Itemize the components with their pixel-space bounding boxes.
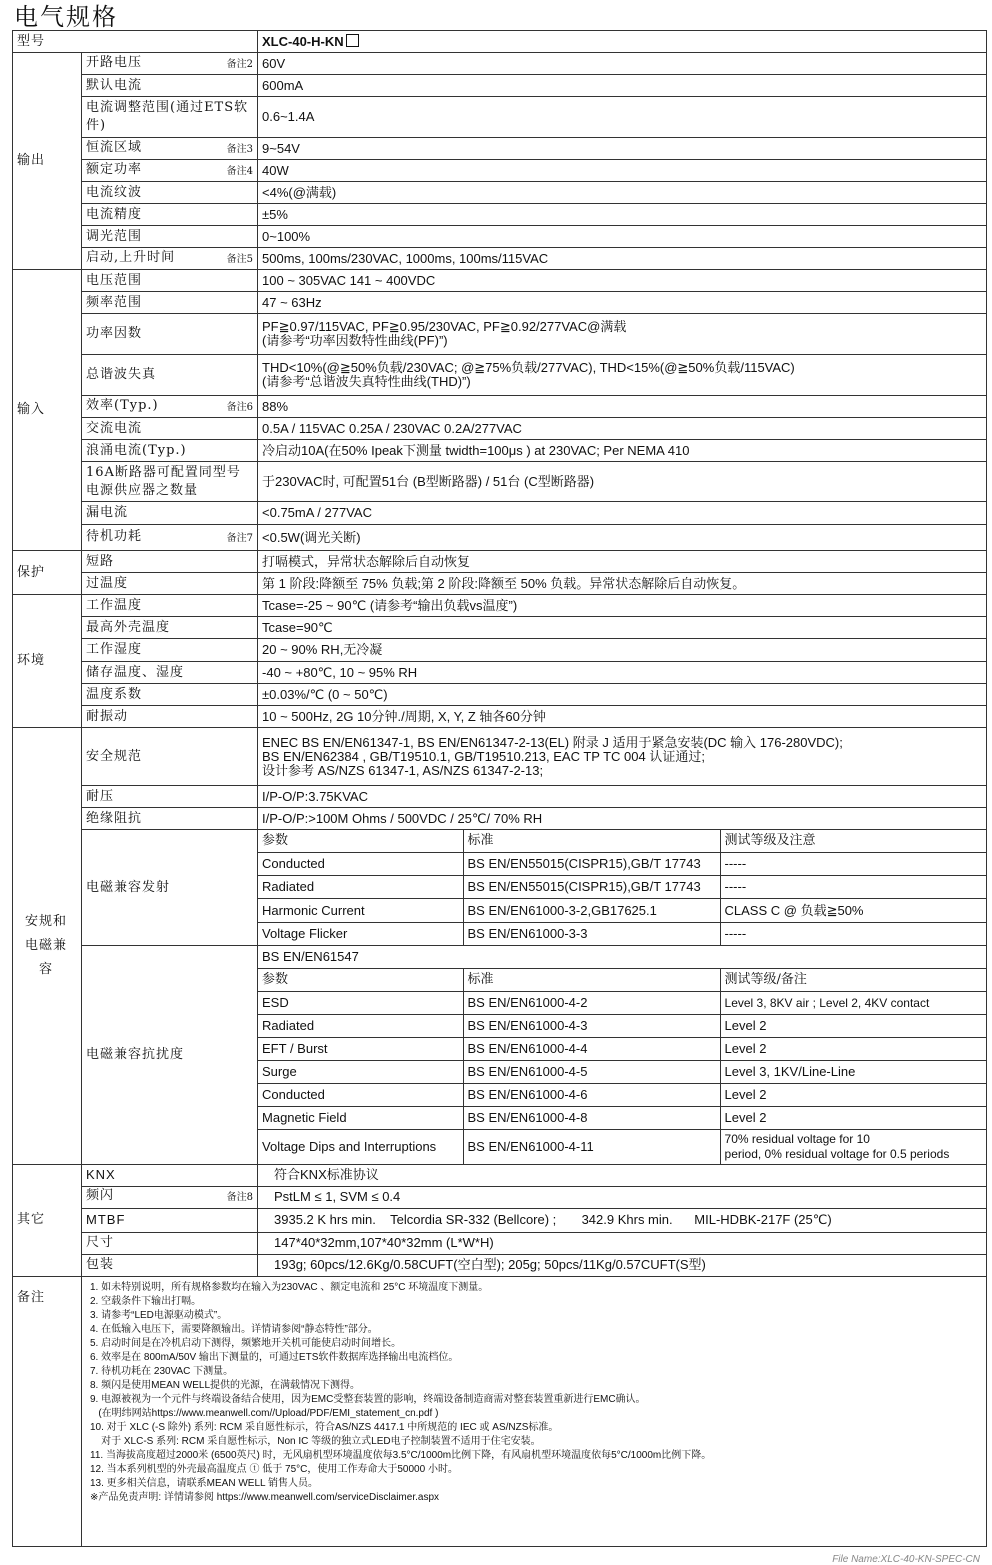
- output-label-4: 额定功率 备注4: [82, 160, 258, 182]
- section-safety-emc: [13, 728, 82, 1165]
- ems-table-cell: [258, 946, 987, 1165]
- spec-table: [12, 30, 987, 1547]
- ems-cell: Level 2: [720, 1107, 986, 1130]
- input-label-4: 效率(Typ.) 备注6: [82, 396, 258, 418]
- emi-cell: CLASS C @ 负载≧50%: [720, 899, 986, 923]
- output-value-3: 9~54V: [258, 138, 987, 160]
- input-label-8: 漏电流: [82, 502, 258, 525]
- input-value-2: PF≧0.97/115VAC, PF≧0.95/230VAC, PF≧0.92/277VAC@满载 (请参考“功率因数特性曲线(PF)”): [258, 314, 987, 355]
- note-line: ※产品免责声明: 详情请参阅 https://www.meanwell.com/serviceDisclaimer.aspx: [90, 1491, 440, 1503]
- section-notes: 备注: [13, 1276, 82, 1546]
- emi-header: 参数: [258, 830, 463, 853]
- others-value-0: 符合KNX标准协议: [258, 1164, 987, 1186]
- emi-cell: -----: [720, 923, 986, 946]
- output-value-6: ±5%: [258, 204, 987, 226]
- others-value-3: 147*40*32mm,107*40*32mm (L*W*H): [258, 1232, 987, 1254]
- note-line: 11. 当海拔高度超过2000米 (6500英尺) 时，无风扇机型环境温度依每3.5°C/1000m比例下降，有风扇机型环境温度依每5°C/1000m比例下降。: [90, 1449, 712, 1461]
- ems-header: 测试等级/备注: [720, 969, 986, 992]
- note-line: 7. 待机功耗在 230VAC 下测量。: [90, 1365, 234, 1377]
- input-label-2: 功率因数: [82, 314, 258, 355]
- others-label-1: 频闪 备注8: [82, 1186, 258, 1208]
- input-label-0: 电压范围: [82, 270, 258, 292]
- input-value-9: <0.5W(调光关断): [258, 525, 987, 551]
- emi-cell: Radiated: [258, 876, 463, 899]
- input-value-3: THD<10%(@≧50%负载/230VAC; @≧75%负载/277VAC), THD<15%(@≧50%负载/115VAC) (请参考“总谐波失真特性曲线(THD)”): [258, 355, 987, 396]
- emi-header: 标准: [463, 830, 720, 853]
- output-value-8: 500ms, 100ms/230VAC, 1000ms, 100ms/115VAC: [258, 248, 987, 270]
- emi-table: [258, 830, 986, 945]
- note-line: 13. 更多相关信息，请联系MEAN WELL 销售人员。: [90, 1477, 318, 1489]
- note-line: 3. 请参考“LED电源驱动模式”。: [90, 1309, 228, 1321]
- input-label-3: 总谐波失真: [82, 355, 258, 396]
- others-label-0: KNX: [82, 1164, 258, 1186]
- note-line: 9. 电源被视为一个元件与终端设备结合使用，因为EMC受整套装置的影响，终端设备制造商需对整套装置重新进行EMC确认。: [90, 1393, 646, 1405]
- note-line: 4. 在低输入电压下，需要降额输出。详情请参阅“静态特性”部分。: [90, 1323, 378, 1335]
- emi-cell: BS EN/EN55015(CISPR15),GB/T 17743: [463, 853, 720, 876]
- protection-value-0: 打嗝模式，异常状态解除后自动恢复: [258, 551, 987, 573]
- ems-cell: Level 2: [720, 1038, 986, 1061]
- input-label-7: 16A断路器可配置同型号电源供应器之数量: [82, 462, 258, 502]
- ems-table: [258, 946, 986, 1164]
- output-label-7: 调光范围: [82, 226, 258, 248]
- emi-cell: BS EN/EN61000-3-2,GB17625.1: [463, 899, 720, 923]
- env-value-1: Tcase=90℃: [258, 617, 987, 639]
- env-label-1: 最高外壳温度: [82, 617, 258, 639]
- output-value-1: 600mA: [258, 75, 987, 97]
- ems-cell: Conducted: [258, 1084, 463, 1107]
- output-label-0: 开路电压 备注2: [82, 53, 258, 75]
- emi-cell: BS EN/EN55015(CISPR15),GB/T 17743: [463, 876, 720, 899]
- emi-header: 测试等级及注意: [720, 830, 986, 853]
- section-environment: 环境: [13, 595, 82, 728]
- emi-cell: -----: [720, 853, 986, 876]
- emi-cell: Voltage Flicker: [258, 923, 463, 946]
- withstand-label: 耐压: [82, 786, 258, 808]
- emi-cell: -----: [720, 876, 986, 899]
- ems-cell: 70% residual voltage for 10 period, 0% residual voltage for 0.5 periods: [720, 1130, 986, 1164]
- model-value: XLC-40-H-KN: [258, 31, 987, 53]
- env-label-2: 工作湿度: [82, 639, 258, 662]
- ems-cell: Level 3, 1KV/Line-Line: [720, 1061, 986, 1084]
- input-label-6: 浪涌电流(Typ.): [82, 440, 258, 462]
- ems-cell: BS EN/EN61000-4-3: [463, 1015, 720, 1038]
- protection-label-0: 短路: [82, 551, 258, 573]
- model-suffix-box-icon: [346, 34, 359, 47]
- others-label-2: MTBF: [82, 1208, 258, 1232]
- input-value-7: 于230VAC时, 可配置51台 (B型断路器) / 51台 (C型断路器): [258, 462, 987, 502]
- emi-cell: Conducted: [258, 853, 463, 876]
- output-value-2: 0.6~1.4A: [258, 97, 987, 138]
- output-label-2: 电流调整范围(通过ETS软件): [82, 97, 258, 138]
- isolation-label: 绝缘阻抗: [82, 808, 258, 830]
- output-value-4: 40W: [258, 160, 987, 182]
- footer-filename: File Name:XLC-40-KN-SPEC-CN: [832, 1554, 980, 1565]
- env-label-3: 储存温度、湿度: [82, 662, 258, 684]
- section-protection: 保护: [13, 551, 82, 595]
- input-label-1: 频率范围: [82, 292, 258, 314]
- input-value-4: 88%: [258, 396, 987, 418]
- input-label-9: 待机功耗 备注7: [82, 525, 258, 551]
- note-line: 6. 效率是在 800mA/50V 输出下测量的，可通过ETS软件数据库选择输出电流档位。: [90, 1351, 459, 1363]
- note-line: 1. 如未特别说明，所有规格参数均在输入为230VAC 、额定电流和 25°C 环境温度下测量。: [90, 1281, 489, 1293]
- output-value-5: <4%(@满载): [258, 182, 987, 204]
- ems-cell: Level 2: [720, 1015, 986, 1038]
- input-value-8: <0.75mA / 277VAC: [258, 502, 987, 525]
- note-line: (在明纬网站https://www.meanwell.com//Upload/PDF/EMI_statement_cn.pdf ): [90, 1407, 439, 1419]
- output-label-3: 恒流区域 备注3: [82, 138, 258, 160]
- output-label-6: 电流精度: [82, 204, 258, 226]
- ems-cell: BS EN/EN61000-4-6: [463, 1084, 720, 1107]
- ems-cell: EFT / Burst: [258, 1038, 463, 1061]
- note-line: 10. 对于 XLC (-S 除外) 系列: RCM 采自愿性标示，符合AS/NZS 4417.1 中所规范的 IEC 或 AS/NZS标准。: [90, 1421, 559, 1433]
- output-label-8: 启动,上升时间 备注5: [82, 248, 258, 270]
- env-label-5: 耐振动: [82, 706, 258, 728]
- note-line: 2. 空载条件下输出打嗝。: [90, 1295, 202, 1307]
- output-label-5: 电流纹波: [82, 182, 258, 204]
- others-value-1: PstLM ≤ 1, SVM ≤ 0.4: [258, 1186, 987, 1208]
- input-value-6: 冷启动10A(在50% Ipeak下测量 twidth=100μs ) at 230VAC; Per NEMA 410: [258, 440, 987, 462]
- ems-standard: BS EN/EN61547: [258, 946, 986, 969]
- ems-cell: Magnetic Field: [258, 1107, 463, 1130]
- notes-cell: [82, 1276, 987, 1546]
- section-output: 输出: [13, 53, 82, 270]
- notes-list: [82, 1277, 986, 1509]
- ems-cell: BS EN/EN61000-4-5: [463, 1061, 720, 1084]
- others-value-2: 3935.2 K hrs min. Telcordia SR-332 (Bellcore) ; 342.9 Khrs min. MIL-HDBK-217F (25℃): [258, 1208, 987, 1232]
- note-line: 12. 当本系列机型的外壳最高温度点 ⓣ 低于 75°C，使用工作寿命大于50000 小时。: [90, 1463, 458, 1475]
- ems-cell: BS EN/EN61000-4-8: [463, 1107, 720, 1130]
- env-value-2: 20 ~ 90% RH,无冷凝: [258, 639, 987, 662]
- section-others: 其它: [13, 1164, 82, 1276]
- ems-cell: Radiated: [258, 1015, 463, 1038]
- protection-label-1: 过温度: [82, 573, 258, 595]
- ems-cell: BS EN/EN61000-4-4: [463, 1038, 720, 1061]
- note-line: 8. 频闪是使用MEAN WELL提供的光源，在满载情况下测得。: [90, 1379, 361, 1391]
- env-value-5: 10 ~ 500Hz, 2G 10分钟./周期, X, Y, Z 轴各60分钟: [258, 706, 987, 728]
- emi-table-cell: [258, 830, 987, 946]
- ems-cell: ESD: [258, 992, 463, 1015]
- withstand-value: I/P-O/P:3.75KVAC: [258, 786, 987, 808]
- others-value-4: 193g; 60pcs/12.6Kg/0.58CUFT(空白型); 205g; 50pcs/11Kg/0.57CUFT(S型): [258, 1254, 987, 1276]
- ems-cell: BS EN/EN61000-4-2: [463, 992, 720, 1015]
- ems-cell: Level 3, 8KV air ; Level 2, 4KV contact: [720, 992, 986, 1015]
- emi-cell: BS EN/EN61000-3-3: [463, 923, 720, 946]
- section-safety-emc-label: 安规和电磁兼容: [24, 913, 67, 977]
- safety-label: 安全规范: [82, 728, 258, 786]
- protection-value-1: 第 1 阶段:降额至 75% 负载;第 2 阶段:降额至 50% 负载。异常状态解除后自动恢复。: [258, 573, 987, 595]
- env-value-0: Tcase=-25 ~ 90℃ (请参考“输出负载vs温度”): [258, 595, 987, 617]
- ems-label: 电磁兼容抗扰度: [82, 946, 258, 1165]
- model-label: 型号: [13, 31, 258, 53]
- isolation-value: I/P-O/P:>100M Ohms / 500VDC / 25℃/ 70% RH: [258, 808, 987, 830]
- others-label-3: 尺寸: [82, 1232, 258, 1254]
- output-value-7: 0~100%: [258, 226, 987, 248]
- others-label-4: 包装: [82, 1254, 258, 1276]
- page-title: 电气规格: [14, 3, 118, 31]
- output-value-0: 60V: [258, 53, 987, 75]
- emi-label: 电磁兼容发射: [82, 830, 258, 946]
- section-input: 输入: [13, 270, 82, 551]
- input-value-1: 47 ~ 63Hz: [258, 292, 987, 314]
- ems-cell: Level 2: [720, 1084, 986, 1107]
- input-value-0: 100 ~ 305VAC 141 ~ 400VDC: [258, 270, 987, 292]
- env-label-4: 温度系数: [82, 684, 258, 706]
- input-label-5: 交流电流: [82, 418, 258, 440]
- env-label-0: 工作温度: [82, 595, 258, 617]
- ems-header: 标准: [463, 969, 720, 992]
- ems-cell: Voltage Dips and Interruptions: [258, 1130, 463, 1164]
- note-line: 对于 XLC-S 系列: RCM 采自愿性标示，Non IC 等级的独立式LED电子控制装置不适用于住宅安装。: [90, 1435, 541, 1447]
- ems-cell: Surge: [258, 1061, 463, 1084]
- env-value-4: ±0.03%/℃ (0 ~ 50℃): [258, 684, 987, 706]
- note-line: 5. 启动时间是在冷机启动下测得，频繁地开关机可能使启动时间增长。: [90, 1337, 402, 1349]
- ems-cell: BS EN/EN61000-4-11: [463, 1130, 720, 1164]
- output-label-1: 默认电流: [82, 75, 258, 97]
- safety-value: ENEC BS EN/EN61347-1, BS EN/EN61347-2-13(EL) 附录 J 适用于紧急安装(DC 输入 176-280VDC); BS EN/EN62384 , GB/T19510.1, GB/T19510.213, EAC TP TC 004 认证通过; 设计参考 AS/NZS 61347-1, AS/NZS 61347-2-13;: [258, 728, 987, 786]
- input-value-5: 0.5A / 115VAC 0.25A / 230VAC 0.2A/277VAC: [258, 418, 987, 440]
- ems-header: 参数: [258, 969, 463, 992]
- env-value-3: -40 ~ +80℃, 10 ~ 95% RH: [258, 662, 987, 684]
- emi-cell: Harmonic Current: [258, 899, 463, 923]
